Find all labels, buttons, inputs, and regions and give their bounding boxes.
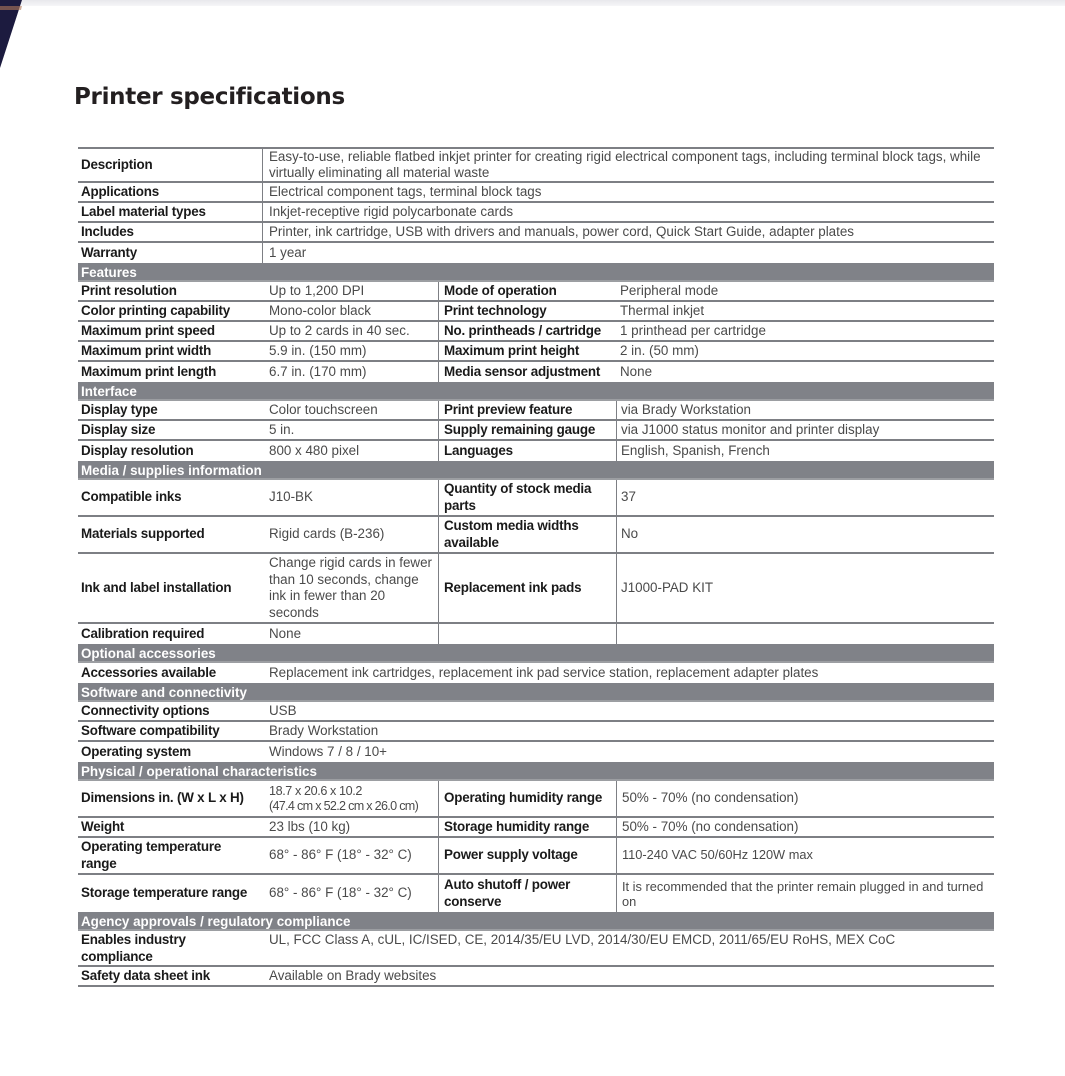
- spec-label: Display type: [81, 401, 158, 417]
- spec-label: Replacement ink pads: [439, 554, 617, 622]
- spec-value: via J1000 status monitor and printer display: [621, 421, 880, 437]
- spec-value: 37: [621, 489, 636, 505]
- spec-value: Mono-color black: [263, 302, 439, 320]
- spec-value: Inkjet-receptive rigid polycarbonate cards: [269, 203, 514, 219]
- spec-label: Label material types: [78, 203, 263, 221]
- spec-value: Up to 2 cards in 40 sec.: [263, 322, 439, 340]
- spec-label: Warranty: [78, 243, 263, 263]
- spec-value: 68° - 86° F (18° - 32° C): [263, 838, 439, 873]
- spec-row: [78, 781, 994, 818]
- spec-label: Compatible inks: [81, 489, 182, 505]
- spec-value: No: [621, 526, 639, 542]
- spec-row: [78, 421, 994, 441]
- page-title: Printer specifications: [74, 84, 345, 110]
- dimensions-inches: 18.7 x 20.6 x 10.2: [269, 783, 362, 798]
- spec-label: Maximum print width: [81, 342, 212, 358]
- spec-row: [78, 441, 994, 461]
- section-header-interface: Interface: [78, 382, 994, 401]
- spec-label: Accessories available: [81, 664, 217, 680]
- spec-value: 50% - 70% (no condensation): [622, 818, 799, 834]
- spec-row-description: [78, 149, 994, 183]
- spec-row: [78, 875, 994, 912]
- spec-value: Peripheral mode: [620, 282, 719, 298]
- spec-label: Operating humidity range: [439, 781, 617, 816]
- spec-label: Maximum print speed: [81, 322, 215, 338]
- spec-value: [263, 781, 439, 816]
- spec-label: Media sensor adjustment: [444, 363, 601, 379]
- section-header-software: Software and connectivity: [78, 683, 994, 702]
- section-header-physical: Physical / operational characteristics: [78, 762, 994, 781]
- spec-label: Storage temperature range: [81, 885, 248, 901]
- spec-value: USB: [269, 702, 297, 718]
- spec-row: [78, 517, 994, 554]
- spec-row: [78, 838, 994, 875]
- spec-value: It is recommended that the printer remain plugged in and turned on: [622, 878, 984, 909]
- spec-row: [78, 818, 994, 838]
- spec-value: Rigid cards (B-236): [263, 517, 439, 552]
- spec-value: 2 in. (50 mm): [620, 342, 699, 358]
- spec-value: J10-BK: [263, 480, 439, 515]
- spec-value: 1 year: [269, 244, 307, 260]
- spec-value: Color touchscreen: [263, 401, 439, 419]
- spec-value: 68° - 86° F (18° - 32° C): [263, 875, 439, 912]
- spec-label: Maximum print length: [81, 363, 217, 379]
- spec-value: 5.9 in. (150 mm): [263, 342, 439, 360]
- section-header-media: Media / supplies information: [78, 461, 994, 480]
- spec-row: [78, 183, 994, 203]
- spec-label: Operating system: [81, 743, 191, 759]
- spec-row: [78, 742, 994, 762]
- spec-label: Print resolution: [81, 282, 177, 298]
- spec-row: [78, 322, 994, 342]
- spec-table: [78, 147, 994, 987]
- spec-row: [78, 702, 994, 722]
- spec-label: Materials supported: [81, 526, 205, 542]
- spec-row: [78, 223, 994, 243]
- spec-value: UL, FCC Class A, cUL, IC/ISED, CE, 2014/35/EU LVD, 2014/30/EU EMCD, 2011/65/EU RoHS, MEX CoC: [269, 932, 896, 947]
- spec-value: [617, 624, 994, 644]
- spec-value: 50% - 70% (no condensation): [622, 790, 799, 806]
- spec-label: Enables industry compliance: [81, 932, 186, 964]
- spec-label: Calibration required: [81, 625, 205, 641]
- spec-label: Ink and label installation: [81, 579, 232, 595]
- spec-row: [78, 342, 994, 362]
- spec-label: [439, 624, 617, 644]
- spec-label: No. printheads / cartridge: [444, 322, 602, 338]
- spec-value: Thermal inkjet: [620, 302, 705, 318]
- top-bar: [0, 0, 1065, 6]
- spec-label: Applications: [78, 183, 263, 201]
- spec-row: [78, 967, 994, 987]
- corner-decoration: [0, 0, 22, 70]
- spec-value: J1000-PAD KIT: [621, 579, 714, 595]
- spec-label: Supply remaining gauge: [439, 421, 617, 439]
- spec-row: [78, 480, 994, 517]
- spec-value: 23 lbs (10 kg): [263, 818, 439, 836]
- spec-row: [78, 554, 994, 624]
- spec-row: [78, 203, 994, 223]
- spec-row: [78, 722, 994, 742]
- spec-value: Printer, ink cartridge, USB with drivers and manuals, power cord, Quick Start Guide, adapter plates: [269, 223, 854, 239]
- dimensions-cm: (47.4 cm x 52.2 cm x 26.0 cm): [269, 798, 419, 813]
- spec-label: Quantity of stock media parts: [439, 480, 617, 515]
- spec-value: 110-240 VAC 50/60Hz 120W max: [622, 847, 813, 863]
- spec-label: Mode of operation: [444, 282, 557, 298]
- spec-value: 800 x 480 pixel: [263, 441, 439, 461]
- spec-row: [78, 243, 994, 263]
- spec-value: Replacement ink cartridges, replacement ink pad service station, replacement adapter plates: [269, 664, 819, 680]
- spec-row: [78, 624, 994, 644]
- spec-row: [78, 302, 994, 322]
- spec-label: Power supply voltage: [439, 838, 617, 873]
- spec-label: Custom media widths available: [439, 517, 617, 552]
- spec-label: Weight: [81, 818, 125, 834]
- spec-value: Easy-to-use, reliable flatbed inkjet printer for creating rigid electrical component tags, including terminal block tags, while virtually eliminating all material waste: [269, 149, 981, 180]
- spec-value: None: [263, 624, 439, 644]
- spec-row: [78, 282, 994, 302]
- spec-row: [78, 931, 994, 967]
- section-header-agency: Agency approvals / regulatory compliance: [78, 912, 994, 931]
- spec-value: via Brady Workstation: [621, 401, 751, 417]
- spec-value: Windows 7 / 8 / 10+: [269, 743, 387, 759]
- section-header-features: Features: [78, 263, 994, 282]
- spec-label: Languages: [439, 441, 617, 461]
- spec-label: Display size: [81, 421, 156, 437]
- spec-row: [78, 362, 994, 382]
- spec-label: Includes: [78, 223, 263, 241]
- spec-label: Dimensions in. (W x L x H): [81, 790, 244, 806]
- spec-label: Operating temperature range: [81, 839, 222, 871]
- spec-label: Display resolution: [81, 442, 194, 458]
- spec-label: Safety data sheet ink: [81, 967, 211, 983]
- spec-label: Color printing capability: [81, 302, 230, 318]
- spec-value: English, Spanish, French: [621, 442, 770, 458]
- spec-row: [78, 401, 994, 421]
- spec-label: Storage humidity range: [439, 818, 617, 836]
- spec-value: None: [620, 363, 653, 379]
- spec-value: Change rigid cards in fewer than 10 seconds, change ink in fewer than 20 seconds: [263, 554, 439, 622]
- spec-label: Print technology: [444, 302, 547, 318]
- spec-value: Available on Brady websites: [269, 967, 437, 983]
- spec-label: Software compatibility: [81, 722, 220, 738]
- spec-label: Connectivity options: [81, 702, 210, 718]
- spec-value: Brady Workstation: [269, 722, 379, 738]
- spec-value: Electrical component tags, terminal block tags: [269, 183, 542, 199]
- spec-value: Up to 1,200 DPI: [263, 282, 439, 300]
- spec-value: 1 printhead per cartridge: [620, 322, 766, 338]
- spec-label: Description: [78, 149, 263, 181]
- spec-label: Auto shutoff / power conserve: [439, 875, 617, 912]
- spec-row: [78, 663, 994, 683]
- spec-value: 5 in.: [263, 421, 439, 439]
- spec-label: Print preview feature: [439, 401, 617, 419]
- spec-value: 6.7 in. (170 mm): [263, 362, 439, 382]
- spec-label: Maximum print height: [444, 342, 580, 358]
- section-header-accessories: Optional accessories: [78, 644, 994, 663]
